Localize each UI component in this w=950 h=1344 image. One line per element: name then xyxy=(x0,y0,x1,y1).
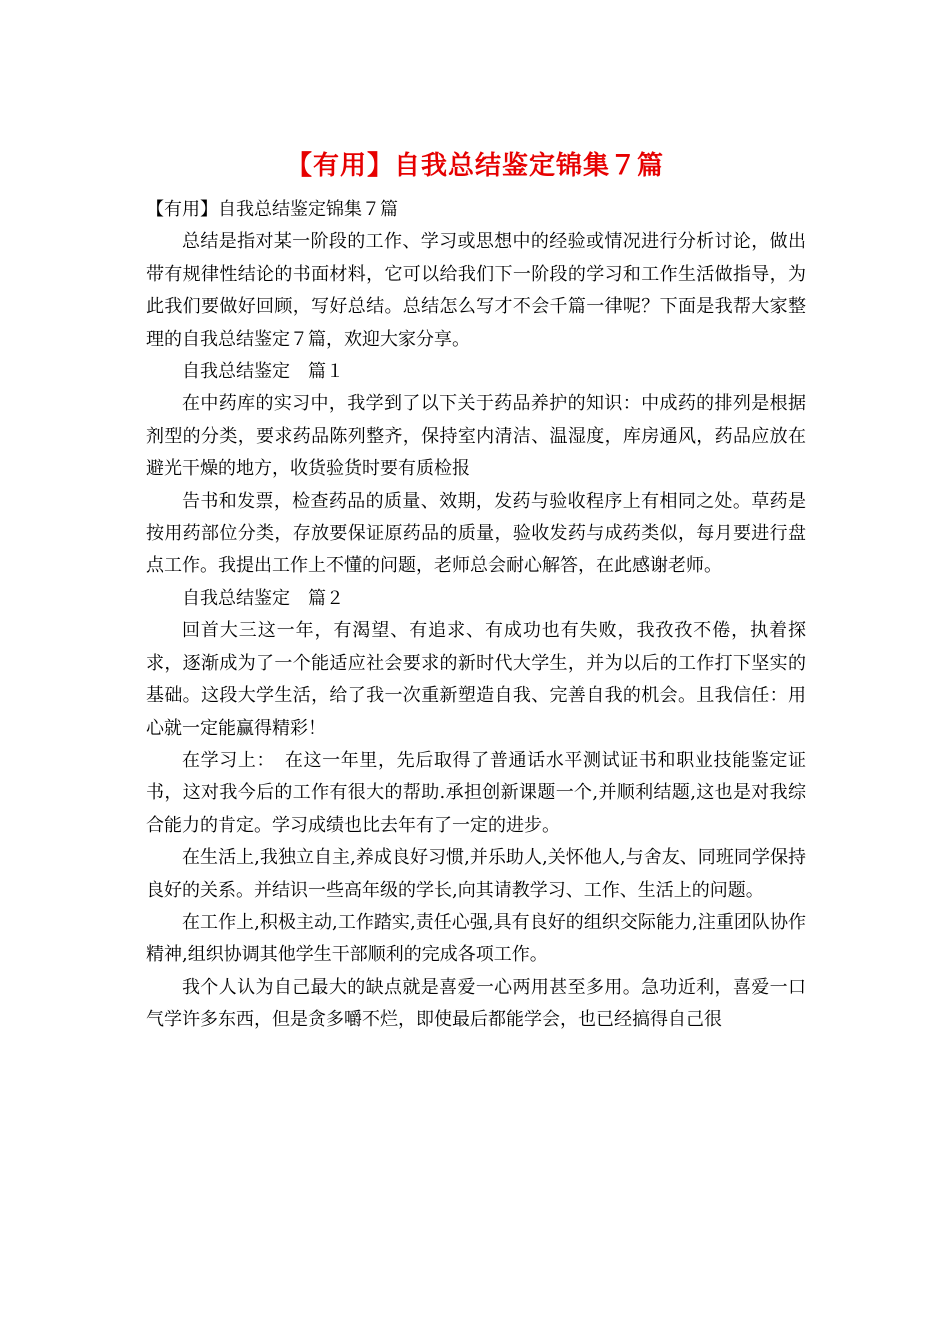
page-title: 【有用】自我总结鉴定锦集７篇 xyxy=(285,151,664,181)
intro-paragraph: 总结是指对某一阶段的工作、学习或思想中的经验或情况进行分析讨论，做出带有规律性结论的书面材料，它可以给我们下一阶段的学习和工作生活做指导，为此我们要做好回顾，写好总结。总结怎么写才不会千篇一律呢？下面是我帮大家整理的自我总结鉴定７篇，欢迎大家分享。 xyxy=(146,231,806,350)
section-heading-2: 自我总结鉴定 篇２ xyxy=(182,587,344,609)
section-heading-1: 自我总结鉴定 篇１ xyxy=(182,361,344,383)
document-body xyxy=(146,194,806,1037)
body-paragraph: 告书和发票，检查药品的质量、效期，发药与验收程序上有相同之处。草药是按用药部位分类，存放要保证原药品的质量，验收发药与成药类似，每月要进行盘点工作。我提出工作上不懂的问题，老师总会耐心解答，在此感谢老师。 xyxy=(146,490,806,577)
body-paragraph: 我个人认为自己最大的缺点就是喜爱一心两用甚至多用。急功近利，喜爱一口气学许多东西，但是贪多嚼不烂，即使最后都能学会，也已经搞得自己很 xyxy=(146,976,806,1031)
body-paragraph: 在中药库的实习中，我学到了以下关于药品养护的知识：中成药的排列是根据剂型的分类，要求药品陈列整齐，保持室内清洁、温湿度，库房通风，药品应放在避光干燥的地方，收货验货时要有质检报 xyxy=(146,393,806,480)
body-paragraph: 在生活上,我独立自主,养成良好习惯,并乐助人,关怀他人,与舍友、同班同学保持良好的关系。并结识一些高年级的学长,向其请教学习、工作、生活上的问题。 xyxy=(146,847,806,901)
body-paragraph: 在学习上： 在这一年里，先后取得了普通话水平测试证书和职业技能鉴定证书，这对我今后的工作有很大的帮助.承担创新课题一个,并顺利结题,这也是对我综合能力的肯定。学习成绩也比去年有了一定的进步。 xyxy=(146,749,806,836)
body-paragraph: 在工作上,积极主动,工作踏实,责任心强,具有良好的组织交际能力,注重团队协作精神,组织协调其他学生干部顺利的完成各项工作。 xyxy=(146,911,806,966)
document-subtitle: 【有用】自我总结鉴定锦集７篇 xyxy=(146,199,398,220)
body-paragraph: 回首大三这一年，有渴望、有追求、有成功也有失败，我孜孜不倦，执着探求，逐渐成为了一个能适应社会要求的新时代大学生，并为以后的工作打下坚实的基础。这段大学生活，给了我一次重新塑造自我、完善自我的机会。且我信任：用心就一定能赢得精彩！ xyxy=(146,620,806,739)
